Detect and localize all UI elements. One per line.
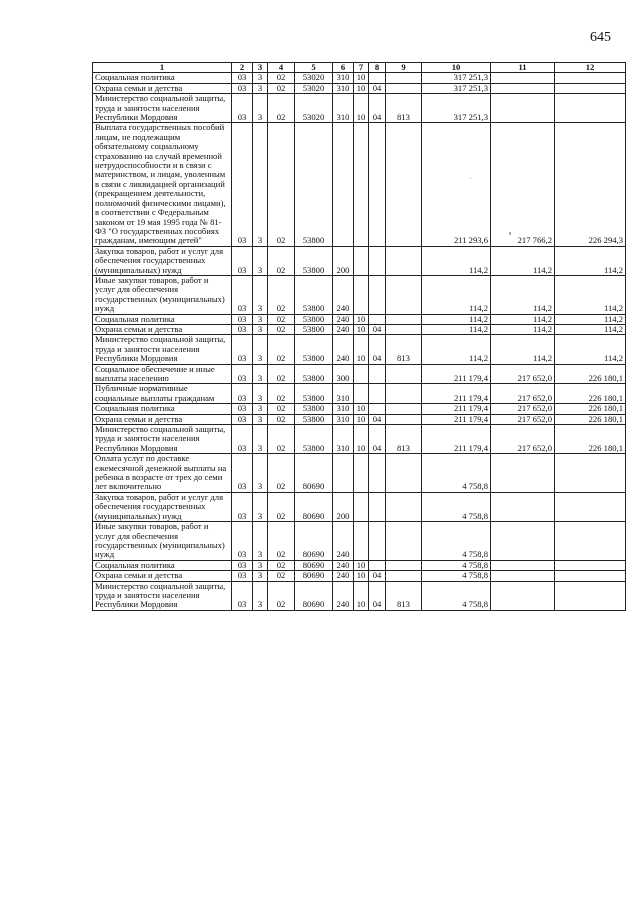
row-cell-c2: 03	[232, 94, 253, 123]
row-cell-c11	[491, 522, 555, 561]
row-cell-c5: 53800	[295, 425, 333, 454]
row-cell-c9: 813	[386, 335, 422, 364]
column-header: 8	[369, 63, 386, 73]
row-cell-c10: 317 251,3	[422, 73, 491, 83]
row-cell-c2: 03	[232, 73, 253, 83]
row-cell-c5: 53800	[295, 314, 333, 324]
row-cell-c8	[369, 384, 386, 404]
row-cell-c5: 53020	[295, 94, 333, 123]
row-cell-c8	[369, 404, 386, 414]
row-cell-c3: 3	[253, 492, 268, 521]
row-cell-c7	[354, 364, 369, 384]
row-cell-c7	[354, 454, 369, 493]
row-name-cell: Охрана семьи и детства	[93, 83, 232, 93]
row-cell-c12: 114,2	[555, 335, 626, 364]
row-cell-c4: 02	[268, 246, 295, 275]
row-cell-c6: 310	[333, 73, 354, 83]
row-cell-c3: 3	[253, 454, 268, 493]
row-cell-c7: 10	[354, 94, 369, 123]
row-cell-c4: 02	[268, 492, 295, 521]
row-cell-c2: 03	[232, 123, 253, 246]
row-cell-c7: 10	[354, 571, 369, 581]
table-row	[93, 454, 626, 493]
row-cell-c3: 3	[253, 522, 268, 561]
row-cell-c10: 4 758,8	[422, 492, 491, 521]
row-cell-c12	[555, 581, 626, 610]
row-cell-c10: 114,2	[422, 324, 491, 334]
row-cell-c8	[369, 454, 386, 493]
row-cell-c7	[354, 123, 369, 246]
row-cell-c4: 02	[268, 560, 295, 570]
row-cell-c7: 10	[354, 581, 369, 610]
row-cell-c4: 02	[268, 94, 295, 123]
row-cell-c3: 3	[253, 73, 268, 83]
row-cell-c4: 02	[268, 123, 295, 246]
row-cell-c12: 114,2	[555, 324, 626, 334]
row-cell-c3: 3	[253, 246, 268, 275]
header-row	[93, 63, 626, 73]
row-cell-c7	[354, 275, 369, 314]
row-cell-c3: 3	[253, 571, 268, 581]
row-cell-c2: 03	[232, 581, 253, 610]
row-cell-c4: 02	[268, 364, 295, 384]
row-cell-c5: 80690	[295, 492, 333, 521]
table-row	[93, 314, 626, 324]
row-cell-c8	[369, 123, 386, 246]
row-cell-c10: 4 758,8	[422, 454, 491, 493]
row-name-cell: Выплата государственных пособий лицам, не подлежащим обязательному социальному страхованию на случай временной нетрудоспособности и в связи с материнством, и лицам, уволенным в связи с ликвидацией организаций (прекращением деятельности, полномочий физическими лицами), в соответствии с Федеральным законом от 19 мая 1995 года № 81-ФЗ "О государственных пособиях гражданам, имеющим детей"	[93, 123, 232, 246]
row-cell-c3: 3	[253, 324, 268, 334]
row-cell-c7: 10	[354, 314, 369, 324]
row-cell-c4: 02	[268, 335, 295, 364]
row-cell-c9	[386, 492, 422, 521]
row-cell-c4: 02	[268, 522, 295, 561]
row-cell-c9	[386, 314, 422, 324]
row-cell-c5: 80690	[295, 581, 333, 610]
row-name-cell: Социальная политика	[93, 73, 232, 83]
row-cell-c12	[555, 560, 626, 570]
row-cell-c3: 3	[253, 581, 268, 610]
row-cell-c8	[369, 314, 386, 324]
row-cell-c11	[491, 492, 555, 521]
row-name-cell: Публичные нормативные социальные выплаты гражданам	[93, 384, 232, 404]
row-cell-c7	[354, 384, 369, 404]
table-row	[93, 404, 626, 414]
row-cell-c9	[386, 522, 422, 561]
row-cell-c2: 03	[232, 454, 253, 493]
row-cell-c4: 02	[268, 454, 295, 493]
page-number: 645	[590, 30, 611, 45]
row-cell-c8: 04	[369, 324, 386, 334]
row-name-cell: Оплата услуг по доставке ежемесячной денежной выплаты на ребенка в возрасте от трех до семи лет включительно	[93, 454, 232, 493]
row-cell-c5: 80690	[295, 571, 333, 581]
row-name-cell: Иные закупки товаров, работ и услуг для обеспечения государственных (муниципальных) нужд	[93, 522, 232, 561]
table-row	[93, 275, 626, 314]
table-row	[93, 364, 626, 384]
table-row	[93, 425, 626, 454]
row-cell-c5: 53800	[295, 123, 333, 246]
row-cell-c10: 317 251,3	[422, 94, 491, 123]
row-cell-c11: 114,2	[491, 246, 555, 275]
row-cell-c7	[354, 246, 369, 275]
row-cell-c9	[386, 246, 422, 275]
row-cell-c7: 10	[354, 425, 369, 454]
row-cell-c7: 10	[354, 404, 369, 414]
row-cell-c8: 04	[369, 571, 386, 581]
row-name-cell: Социальная политика	[93, 404, 232, 414]
row-cell-c3: 3	[253, 123, 268, 246]
row-cell-c6	[333, 454, 354, 493]
table-row	[93, 414, 626, 424]
column-header: 10	[422, 63, 491, 73]
row-cell-c10: 211 179,4	[422, 384, 491, 404]
scan-speck	[509, 232, 511, 235]
row-cell-c11	[491, 83, 555, 93]
row-cell-c12: 226 180,1	[555, 364, 626, 384]
table-row	[93, 560, 626, 570]
row-cell-c8: 04	[369, 94, 386, 123]
row-cell-c6: 240	[333, 560, 354, 570]
row-cell-c9	[386, 571, 422, 581]
row-cell-c6: 310	[333, 384, 354, 404]
budget-table	[92, 62, 626, 611]
row-cell-c5: 53020	[295, 83, 333, 93]
row-cell-c8	[369, 246, 386, 275]
row-cell-c7	[354, 522, 369, 561]
row-cell-c4: 02	[268, 275, 295, 314]
row-cell-c5: 80690	[295, 454, 333, 493]
row-cell-c3: 3	[253, 425, 268, 454]
row-cell-c6: 240	[333, 275, 354, 314]
table-row	[93, 492, 626, 521]
row-cell-c8	[369, 73, 386, 83]
row-cell-c12	[555, 83, 626, 93]
row-cell-c2: 03	[232, 414, 253, 424]
row-cell-c2: 03	[232, 324, 253, 334]
column-header: 1	[93, 63, 232, 73]
row-cell-c9	[386, 560, 422, 570]
row-cell-c10: 211 179,4	[422, 404, 491, 414]
row-cell-c9	[386, 404, 422, 414]
row-cell-c12	[555, 522, 626, 561]
row-cell-c4: 02	[268, 324, 295, 334]
row-cell-c9	[386, 275, 422, 314]
row-cell-c12: 226 180,1	[555, 425, 626, 454]
row-cell-c4: 02	[268, 425, 295, 454]
row-cell-c10: 211 179,4	[422, 364, 491, 384]
table-row	[93, 246, 626, 275]
row-cell-c6	[333, 123, 354, 246]
row-cell-c11: 217 652,0	[491, 414, 555, 424]
column-header: 11	[491, 63, 555, 73]
table-row	[93, 571, 626, 581]
row-cell-c7: 10	[354, 83, 369, 93]
row-cell-c11: 217 652,0	[491, 404, 555, 414]
row-cell-c8	[369, 560, 386, 570]
row-cell-c11: 217 652,0	[491, 384, 555, 404]
row-cell-c12: 114,2	[555, 275, 626, 314]
row-name-cell: Иные закупки товаров, работ и услуг для обеспечения государственных (муниципальных) нужд	[93, 275, 232, 314]
row-cell-c7: 10	[354, 324, 369, 334]
row-cell-c6: 300	[333, 364, 354, 384]
row-cell-c4: 02	[268, 414, 295, 424]
row-cell-c3: 3	[253, 314, 268, 324]
row-cell-c4: 02	[268, 314, 295, 324]
row-cell-c9: 813	[386, 94, 422, 123]
row-cell-c9: 813	[386, 581, 422, 610]
row-cell-c2: 03	[232, 83, 253, 93]
table-row	[93, 335, 626, 364]
table-row	[93, 83, 626, 93]
row-cell-c5: 53800	[295, 275, 333, 314]
row-cell-c5: 53800	[295, 324, 333, 334]
row-cell-c10: 4 758,8	[422, 522, 491, 561]
row-cell-c11	[491, 73, 555, 83]
row-cell-c5: 80690	[295, 560, 333, 570]
row-cell-c9	[386, 414, 422, 424]
row-cell-c10: 211 293,6	[422, 123, 491, 246]
row-cell-c3: 3	[253, 384, 268, 404]
row-cell-c2: 03	[232, 560, 253, 570]
row-cell-c3: 3	[253, 414, 268, 424]
row-name-cell: Министерство социальной защиты, труда и занятости населения Республики Мордовия	[93, 94, 232, 123]
table-row	[93, 94, 626, 123]
row-cell-c6: 240	[333, 581, 354, 610]
row-cell-c8: 04	[369, 335, 386, 364]
row-cell-c11: 114,2	[491, 314, 555, 324]
row-cell-c10: 4 758,8	[422, 581, 491, 610]
row-cell-c11	[491, 560, 555, 570]
row-cell-c8: 04	[369, 581, 386, 610]
row-cell-c10: 114,2	[422, 314, 491, 324]
row-cell-c3: 3	[253, 364, 268, 384]
row-cell-c2: 03	[232, 522, 253, 561]
table-row	[93, 581, 626, 610]
row-cell-c9	[386, 364, 422, 384]
row-cell-c8: 04	[369, 425, 386, 454]
row-name-cell: Социальное обеспечение и иные выплаты населению	[93, 364, 232, 384]
row-cell-c8	[369, 492, 386, 521]
row-name-cell: Социальная политика	[93, 560, 232, 570]
row-cell-c8: 04	[369, 83, 386, 93]
row-cell-c3: 3	[253, 83, 268, 93]
row-cell-c11: 217 766,2	[491, 123, 555, 246]
row-cell-c2: 03	[232, 275, 253, 314]
row-cell-c6: 310	[333, 404, 354, 414]
table-row	[93, 123, 626, 246]
row-cell-c3: 3	[253, 560, 268, 570]
column-header: 4	[268, 63, 295, 73]
row-cell-c8: 04	[369, 414, 386, 424]
row-cell-c7: 10	[354, 560, 369, 570]
row-name-cell: Министерство социальной защиты, труда и занятости населения Республики Мордовия	[93, 425, 232, 454]
row-name-cell: Закупка товаров, работ и услуг для обеспечения государственных (муниципальных) нужд	[93, 246, 232, 275]
column-header: 5	[295, 63, 333, 73]
row-cell-c10: 4 758,8	[422, 560, 491, 570]
row-cell-c6: 240	[333, 335, 354, 364]
row-cell-c12: 226 180,1	[555, 414, 626, 424]
column-header: 9	[386, 63, 422, 73]
row-cell-c4: 02	[268, 404, 295, 414]
row-cell-c7	[354, 492, 369, 521]
row-cell-c3: 3	[253, 94, 268, 123]
row-cell-c2: 03	[232, 571, 253, 581]
row-name-cell: Министерство социальной защиты, труда и занятости населения Республики Мордовия	[93, 335, 232, 364]
row-cell-c12: 226 180,1	[555, 384, 626, 404]
row-cell-c5: 53800	[295, 414, 333, 424]
row-cell-c10: 211 179,4	[422, 425, 491, 454]
row-cell-c4: 02	[268, 384, 295, 404]
row-cell-c8	[369, 522, 386, 561]
row-cell-c10: 317 251,3	[422, 83, 491, 93]
row-cell-c6: 240	[333, 324, 354, 334]
row-cell-c11: 114,2	[491, 335, 555, 364]
row-cell-c9: 813	[386, 425, 422, 454]
row-cell-c12: 226 294,3	[555, 123, 626, 246]
row-cell-c4: 02	[268, 581, 295, 610]
row-name-cell: Охрана семьи и детства	[93, 571, 232, 581]
row-cell-c8	[369, 275, 386, 314]
row-cell-c3: 3	[253, 404, 268, 414]
row-cell-c4: 02	[268, 571, 295, 581]
column-header: 3	[253, 63, 268, 73]
row-cell-c9	[386, 454, 422, 493]
row-cell-c6: 310	[333, 94, 354, 123]
row-cell-c5: 80690	[295, 522, 333, 561]
row-cell-c5: 53020	[295, 73, 333, 83]
row-name-cell: Охрана семьи и детства	[93, 414, 232, 424]
table-row	[93, 73, 626, 83]
row-cell-c12	[555, 454, 626, 493]
row-cell-c11: 217 652,0	[491, 364, 555, 384]
row-cell-c11	[491, 94, 555, 123]
row-cell-c5: 53800	[295, 246, 333, 275]
row-cell-c6: 240	[333, 522, 354, 561]
row-name-cell: Охрана семьи и детства	[93, 324, 232, 334]
row-cell-c3: 3	[253, 335, 268, 364]
scan-speck	[470, 178, 471, 179]
row-cell-c6: 310	[333, 425, 354, 454]
row-cell-c11	[491, 454, 555, 493]
row-cell-c7: 10	[354, 414, 369, 424]
row-cell-c11	[491, 571, 555, 581]
row-cell-c11: 114,2	[491, 324, 555, 334]
row-cell-c6: 240	[333, 571, 354, 581]
row-cell-c2: 03	[232, 425, 253, 454]
row-name-cell: Закупка товаров, работ и услуг для обеспечения государственных (муниципальных) нужд	[93, 492, 232, 521]
row-cell-c9	[386, 324, 422, 334]
column-header: 12	[555, 63, 626, 73]
row-cell-c6: 240	[333, 314, 354, 324]
row-cell-c7: 10	[354, 335, 369, 364]
column-header: 6	[333, 63, 354, 73]
row-cell-c4: 02	[268, 83, 295, 93]
row-cell-c12	[555, 73, 626, 83]
row-cell-c10: 114,2	[422, 335, 491, 364]
row-cell-c11: 217 652,0	[491, 425, 555, 454]
row-cell-c10: 114,2	[422, 275, 491, 314]
row-cell-c10: 4 758,8	[422, 571, 491, 581]
row-cell-c2: 03	[232, 314, 253, 324]
row-name-cell: Социальная политика	[93, 314, 232, 324]
row-cell-c2: 03	[232, 384, 253, 404]
table-body	[93, 73, 626, 610]
row-cell-c6: 200	[333, 492, 354, 521]
row-cell-c5: 53800	[295, 404, 333, 414]
row-cell-c2: 03	[232, 364, 253, 384]
column-header: 2	[232, 63, 253, 73]
row-cell-c5: 53800	[295, 384, 333, 404]
row-cell-c2: 03	[232, 492, 253, 521]
table-row	[93, 384, 626, 404]
row-cell-c12	[555, 492, 626, 521]
row-cell-c5: 53800	[295, 335, 333, 364]
row-cell-c6: 310	[333, 414, 354, 424]
row-cell-c10: 211 179,4	[422, 414, 491, 424]
row-cell-c3: 3	[253, 275, 268, 314]
row-cell-c12: 226 180,1	[555, 404, 626, 414]
table-row	[93, 522, 626, 561]
column-header: 7	[354, 63, 369, 73]
row-cell-c10: 114,2	[422, 246, 491, 275]
row-cell-c11: 114,2	[491, 275, 555, 314]
row-cell-c6: 310	[333, 83, 354, 93]
row-cell-c8	[369, 364, 386, 384]
row-cell-c6: 200	[333, 246, 354, 275]
row-cell-c2: 03	[232, 246, 253, 275]
row-cell-c9	[386, 83, 422, 93]
row-cell-c2: 03	[232, 404, 253, 414]
row-cell-c7: 10	[354, 73, 369, 83]
row-cell-c2: 03	[232, 335, 253, 364]
row-cell-c9	[386, 123, 422, 246]
row-cell-c12: 114,2	[555, 314, 626, 324]
row-cell-c4: 02	[268, 73, 295, 83]
row-cell-c5: 53800	[295, 364, 333, 384]
row-name-cell: Министерство социальной защиты, труда и занятости населения Республики Мордовия	[93, 581, 232, 610]
row-cell-c9	[386, 73, 422, 83]
row-cell-c9	[386, 384, 422, 404]
table-row	[93, 324, 626, 334]
row-cell-c12: 114,2	[555, 246, 626, 275]
row-cell-c11	[491, 581, 555, 610]
row-cell-c12	[555, 94, 626, 123]
row-cell-c12	[555, 571, 626, 581]
